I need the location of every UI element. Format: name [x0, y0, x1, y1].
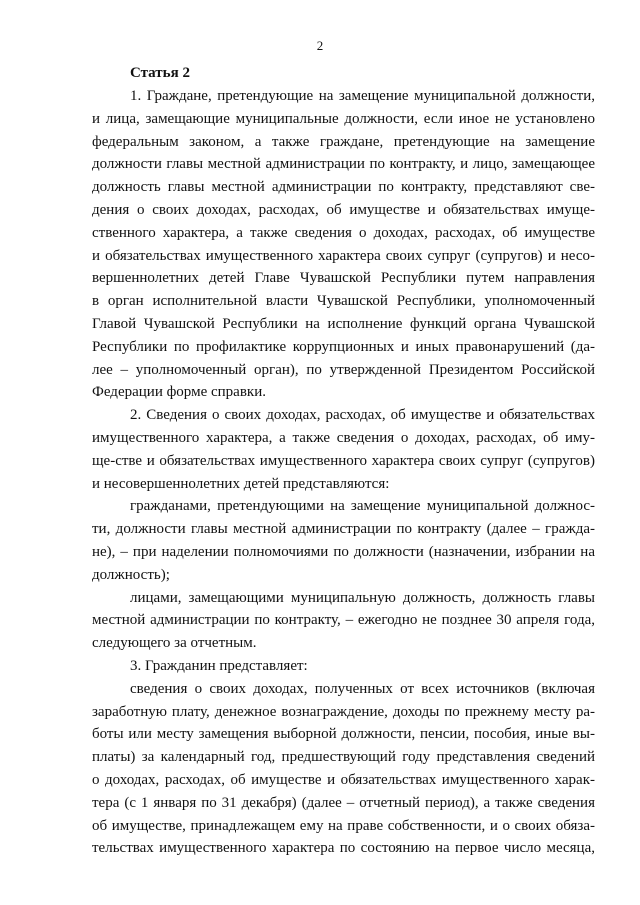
- text-line: лее – уполномоченный орган), по утвержденной Президентом Российской: [92, 361, 595, 378]
- text-line: сведения о своих доходах, полученных от всех источников (включая: [130, 680, 595, 697]
- text-line: в орган исполнительной власти Чувашской Республики, уполномоченный: [92, 293, 595, 310]
- text-line: тера (с 1 января по 31 декабря) (далее – отчетный период), а также сведения: [92, 794, 595, 811]
- text-line: дения о своих доходах, расходах, об имуществе и обязательствах имуще-: [92, 202, 595, 218]
- text-line: 3. Гражданин представляет:: [130, 658, 308, 674]
- text-line: о доходах, расходах, об имуществе и обязательствах имущественного харак-: [92, 772, 595, 788]
- text-line: и несовершеннолетних детей представляются:: [92, 475, 390, 492]
- text-line: не), – при наделении полномочиями по должности (назначении, избрании на: [92, 544, 595, 560]
- text-line: платы) за календарный год, предшествующий году представления сведений: [92, 749, 595, 766]
- text-line: тельствах имущественного характера по состоянию на первое число месяца,: [92, 840, 595, 857]
- text-line: и обязательствах имущественного характера своих супруг (супругов) и несо-: [92, 247, 595, 264]
- text-line: 1. Граждане, претендующие на замещение муниципальной должности,: [130, 88, 595, 104]
- text-line: следующего за отчетным.: [92, 635, 257, 652]
- text-line: Республики по профилактике коррупционных и иных правонарушений (да-: [92, 338, 595, 355]
- text-line: заработную плату, денежное вознаграждение, доходы по прежнему месту ра-: [92, 703, 595, 720]
- text-line: ще-стве и обязательствах имущественного характера своих супруг (супругов): [92, 452, 595, 469]
- text-line: должности главы местной администрации по контракту, и лицо, замещающее: [92, 156, 595, 173]
- article-heading: Статья 2: [130, 65, 190, 81]
- text-line: имущественного характера, а также сведения о доходах, расходах, об иму-: [92, 430, 595, 446]
- text-line: гражданами, претендующими на замещение муниципальной должнос-: [130, 498, 595, 515]
- text-line: об имуществе, принадлежащем ему на праве собственности, и о своих обяза-: [92, 817, 595, 834]
- text-line: лицами, замещающими муниципальную должность, должность главы: [130, 589, 595, 606]
- text-line: Федерации форме справки.: [92, 384, 266, 401]
- text-line: должность главы местной администрации по контракту, представляют све-: [92, 179, 595, 196]
- text-line: ственного характера, а также сведения о доходах, расходах, об имуществе: [92, 224, 595, 241]
- text-line: 2. Сведения о своих доходах, расходах, об имуществе и обязательствах: [130, 407, 595, 424]
- text-line: Главой Чувашской Республики на исполнение функций органа Чувашской: [92, 316, 595, 332]
- text-line: боты или месту замещения выборной должности, пенсии, пособия, иные вы-: [92, 726, 595, 743]
- text-line: ти, должности главы местной администрации по контракту (далее – гражда-: [92, 521, 595, 538]
- text-line: должность);: [92, 566, 170, 583]
- text-line: местной администрации по контракту, – ежегодно не позднее 30 апреля года,: [92, 612, 595, 629]
- page-number: 2: [316, 38, 324, 53]
- text-line: и лица, замещающие муниципальные должности, если иное не установлено: [92, 110, 595, 127]
- text-line: федеральным законом, а также граждане, претендующие на замещение: [92, 133, 595, 150]
- text-line: вершеннолетних детей Главе Чувашской Республики путем направления: [92, 270, 595, 287]
